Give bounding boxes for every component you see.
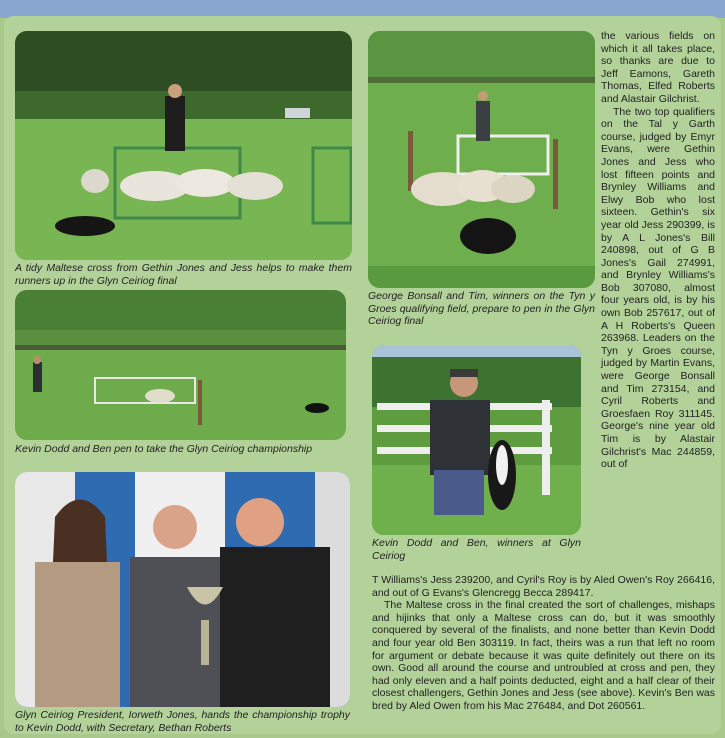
bottom-paragraph-2: The Maltese cross in the final created the sort of challenges, mishaps and hijinks that only a Maltese cross can do, but it was smoothly conquered by several of the finalists, and none better than Kevin Dodd and four year old Ben 303119. In fact, theirs was a run that left no room for argument or debate because it was quite definitely out there on its own. Good all around the course and untroubled at cross and pen, they had only eleven and a half points deducted, eight and a half clear of their closest challengers, Gethin Jones and Jess (see above). Kevin's Ben was bred by Aled Owen from his Mac 276484, and Dot 260561. bbox=[372, 599, 715, 712]
column-paragraph-1: the various fields on which it all takes place, so thanks are due to Jeff Eamons, Gareth Thomas, Elfed Roberts and Alastair Gilchrist. bbox=[601, 30, 715, 105]
photo-maltese-cross-gethin-jones bbox=[15, 31, 352, 260]
bottom-paragraph-1: T Williams's Jess 239200, and Cyril's Roy is by Aled Owen's Roy 266416, and out of G Evans's Glencregg Becca 289417. bbox=[372, 574, 715, 599]
photo-kevin-dodd-ben-pen bbox=[15, 290, 346, 440]
column-paragraph-2: The two top qualifiers on the Tal y Garth course, judged by Emyr Evans, were Gethin Jones and Jess who lost fifteen points and Brynley Williams and Elwy Bob who lost sixteen. Gethin's six year old Jess 290399, is by A L Jones's Bill 240898, out of G B Jones's Gail 274991, and Brynley Williams's Bob 307080, almost four years old, is by his own Bob 257617, out of A H Roberts's Queen 263968. Leaders on the Tyn y Groes course, judged by Martin Evans, were George Bonsall and Tim 273154, and Cyril Roberts and Groesfaen Roy 311145. George's nine year old Tim is by Alastair Gilchrist's Mac 244859, out of bbox=[601, 105, 715, 471]
photo-george-bonsall-tim bbox=[368, 31, 595, 288]
caption-photo4: Kevin Dodd and Ben, winners at Glyn Ceiriog bbox=[372, 537, 581, 562]
photo-kevin-dodd-ben-winners bbox=[372, 345, 581, 535]
photo-trophy-presentation bbox=[15, 472, 350, 707]
article-column-right bbox=[601, 30, 715, 471]
caption-photo1: A tidy Maltese cross from Gethin Jones and Jess helps to make them runners up in the Glyn Ceiriog final bbox=[15, 262, 352, 287]
caption-photo5: Glyn Ceiriog President, Iorweth Jones, hands the championship trophy to Kevin Dodd, with Secretary, Bethan Roberts bbox=[15, 709, 350, 734]
caption-photo3: Kevin Dodd and Ben pen to take the Glyn Ceiriog championship bbox=[15, 443, 313, 455]
article-bottom-text bbox=[372, 574, 715, 713]
caption-photo2: George Bonsall and Tim, winners on the Tyn y Groes qualifying field, prepare to pen in the Glyn Ceiriog final bbox=[368, 290, 595, 327]
